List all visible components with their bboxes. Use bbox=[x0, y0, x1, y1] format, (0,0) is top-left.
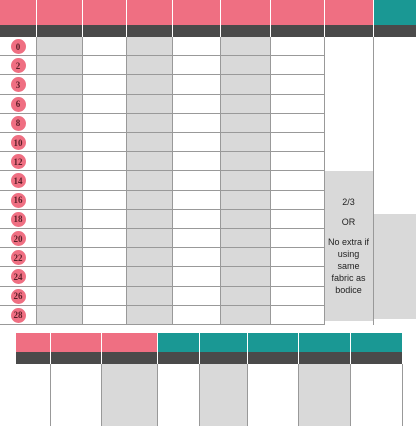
table-cell bbox=[221, 287, 270, 306]
bottom-value-cell bbox=[158, 364, 199, 426]
size-badge: 28 bbox=[11, 308, 26, 323]
table-cell bbox=[173, 229, 220, 248]
table-cell bbox=[271, 152, 324, 171]
bottom-column-header-3 bbox=[158, 333, 199, 352]
table-cell bbox=[173, 37, 220, 56]
table-cell bbox=[37, 306, 82, 325]
table-cell bbox=[173, 133, 220, 152]
table-cell bbox=[271, 267, 324, 286]
table-cell bbox=[37, 75, 82, 94]
table-cell bbox=[127, 248, 172, 267]
unit-header-1 bbox=[37, 25, 82, 37]
table-cell bbox=[83, 210, 126, 229]
table-cell bbox=[37, 37, 82, 56]
table-cell bbox=[83, 75, 126, 94]
table-cell bbox=[221, 248, 270, 267]
table-cell bbox=[173, 75, 220, 94]
table-cell bbox=[173, 287, 220, 306]
size-cell bbox=[0, 191, 36, 210]
size-badge: 24 bbox=[11, 269, 26, 284]
long-sleeve-group-small bbox=[324, 37, 373, 171]
column-header-8 bbox=[374, 0, 416, 25]
table-cell bbox=[221, 37, 270, 56]
table-cell bbox=[271, 306, 324, 325]
unit-header-2 bbox=[83, 25, 126, 37]
bottom-value-cell bbox=[351, 364, 402, 426]
size-badge: 3 bbox=[11, 77, 26, 92]
size-cell bbox=[0, 95, 36, 114]
table-cell bbox=[37, 267, 82, 286]
bottom-value-cell bbox=[248, 364, 298, 426]
unit-header-5 bbox=[221, 25, 270, 37]
size-header-blank bbox=[0, 0, 36, 25]
table-cell bbox=[221, 267, 270, 286]
table-cell bbox=[173, 114, 220, 133]
table-cell bbox=[271, 171, 324, 190]
size-badge: 6 bbox=[11, 97, 26, 112]
size-cell bbox=[0, 37, 36, 56]
table-cell bbox=[127, 229, 172, 248]
table-cell bbox=[127, 267, 172, 286]
unit-header-8 bbox=[374, 25, 416, 37]
table-cell bbox=[173, 95, 220, 114]
table-cell bbox=[173, 56, 220, 75]
table-cell bbox=[271, 56, 324, 75]
bottom-column-header-7 bbox=[351, 333, 402, 352]
table-cell bbox=[127, 95, 172, 114]
size-cell bbox=[0, 114, 36, 133]
column-header-6 bbox=[271, 0, 324, 25]
table-cell bbox=[221, 133, 270, 152]
size-cell bbox=[0, 56, 36, 75]
row-divider bbox=[0, 324, 324, 325]
table-cell bbox=[127, 210, 172, 229]
table-cell bbox=[271, 37, 324, 56]
table-cell bbox=[221, 75, 270, 94]
bottom-column-divider bbox=[101, 364, 102, 426]
size-cell bbox=[0, 75, 36, 94]
table-cell bbox=[83, 56, 126, 75]
bottom-column-header-5 bbox=[248, 333, 298, 352]
table-cell bbox=[83, 95, 126, 114]
column-divider bbox=[36, 37, 37, 325]
long-sleeve-or: OR bbox=[341, 217, 356, 228]
long-sleeve-value-b: No extra if using same fabric as bodice bbox=[327, 237, 369, 296]
bottom-column-divider bbox=[350, 364, 351, 426]
bottom-unit-header-2 bbox=[102, 352, 157, 364]
table-cell bbox=[37, 171, 82, 190]
bottom-value-cell bbox=[51, 364, 101, 426]
table-cell bbox=[221, 210, 270, 229]
table-cell bbox=[271, 133, 324, 152]
table-cell bbox=[127, 75, 172, 94]
table-cell bbox=[271, 114, 324, 133]
size-badge: 8 bbox=[11, 116, 26, 131]
table-cell bbox=[83, 171, 126, 190]
table-cell bbox=[37, 287, 82, 306]
column-header-5 bbox=[221, 0, 270, 25]
table-cell bbox=[221, 56, 270, 75]
table-cell bbox=[127, 114, 172, 133]
table-cell bbox=[37, 95, 82, 114]
table-cell bbox=[37, 248, 82, 267]
table-cell bbox=[271, 229, 324, 248]
table-cell bbox=[37, 152, 82, 171]
table-cell bbox=[173, 152, 220, 171]
table-cell bbox=[37, 191, 82, 210]
bottom-column-divider bbox=[157, 364, 158, 426]
size-badge: 18 bbox=[11, 212, 26, 227]
bottom-column-header-6 bbox=[299, 333, 350, 352]
size-cell bbox=[0, 248, 36, 267]
size-badge: 16 bbox=[11, 193, 26, 208]
size-badge: 12 bbox=[11, 154, 26, 169]
table-cell bbox=[37, 133, 82, 152]
size-column-header bbox=[0, 25, 36, 37]
bottom-value-cell bbox=[299, 364, 350, 426]
bottom-column-divider bbox=[50, 364, 51, 426]
table-cell bbox=[221, 171, 270, 190]
size-cell bbox=[0, 210, 36, 229]
table-cell bbox=[37, 114, 82, 133]
unit-header-7 bbox=[325, 25, 373, 37]
table-cell bbox=[173, 210, 220, 229]
table-cell bbox=[127, 191, 172, 210]
unit-header-3 bbox=[127, 25, 172, 37]
table-cell bbox=[83, 287, 126, 306]
column-header-7 bbox=[325, 0, 373, 25]
table-cell bbox=[83, 267, 126, 286]
table-cell bbox=[173, 248, 220, 267]
column-header-3 bbox=[127, 0, 172, 25]
bottom-unit-header-3 bbox=[158, 352, 199, 364]
unit-header-6 bbox=[271, 25, 324, 37]
table-cell bbox=[83, 306, 126, 325]
table-cell bbox=[37, 210, 82, 229]
size-cell bbox=[0, 152, 36, 171]
table-cell bbox=[271, 191, 324, 210]
size-badge: 0 bbox=[11, 39, 26, 54]
bottom-column-divider bbox=[199, 364, 200, 426]
bottom-column-header-1 bbox=[51, 333, 101, 352]
long-sleeve-value-a: 2/3 bbox=[342, 197, 355, 208]
bottom-unit-header-5 bbox=[248, 352, 298, 364]
table-cell bbox=[271, 75, 324, 94]
table-cell bbox=[127, 37, 172, 56]
table-cell bbox=[83, 248, 126, 267]
bottom-size-all bbox=[16, 364, 50, 394]
table-cell bbox=[221, 191, 270, 210]
column-header-4 bbox=[173, 0, 220, 25]
bottom-size-header-blank bbox=[16, 333, 50, 352]
size-cell bbox=[0, 306, 36, 325]
table-cell bbox=[127, 171, 172, 190]
column-header-1 bbox=[37, 0, 82, 25]
table-cell bbox=[173, 191, 220, 210]
bottom-column-header-2 bbox=[102, 333, 157, 352]
column-divider bbox=[373, 37, 374, 325]
table-cell bbox=[221, 95, 270, 114]
table-cell bbox=[271, 248, 324, 267]
unit-header-4 bbox=[173, 25, 220, 37]
table-cell bbox=[127, 56, 172, 75]
hem-band-group-large bbox=[374, 214, 416, 320]
table-cell bbox=[127, 152, 172, 171]
bottom-size-column-header bbox=[16, 352, 50, 364]
table-cell bbox=[271, 287, 324, 306]
size-badge: 2 bbox=[11, 58, 26, 73]
size-badge: 20 bbox=[11, 231, 26, 246]
bottom-unit-header-4 bbox=[200, 352, 247, 364]
size-badge: 14 bbox=[11, 173, 26, 188]
bottom-column-header-4 bbox=[200, 333, 247, 352]
hem-band-group-small bbox=[374, 37, 416, 214]
bottom-unit-header-7 bbox=[351, 352, 402, 364]
table-cell bbox=[173, 306, 220, 325]
size-badge: 26 bbox=[11, 289, 26, 304]
table-cell bbox=[83, 133, 126, 152]
bottom-column-divider bbox=[402, 364, 403, 426]
table-cell bbox=[221, 306, 270, 325]
size-cell bbox=[0, 287, 36, 306]
table-cell bbox=[37, 56, 82, 75]
table-cell bbox=[271, 210, 324, 229]
table-cell bbox=[83, 152, 126, 171]
table-cell bbox=[83, 114, 126, 133]
bottom-column-divider bbox=[298, 364, 299, 426]
table-cell bbox=[173, 267, 220, 286]
table-cell bbox=[83, 229, 126, 248]
column-header-2 bbox=[83, 0, 126, 25]
table-cell bbox=[173, 171, 220, 190]
table-cell bbox=[221, 229, 270, 248]
size-badge: 10 bbox=[11, 135, 26, 150]
table-cell bbox=[221, 152, 270, 171]
size-cell bbox=[0, 267, 36, 286]
bottom-value-cell bbox=[200, 364, 247, 426]
table-cell bbox=[127, 133, 172, 152]
column-divider bbox=[220, 37, 221, 325]
table-cell bbox=[83, 37, 126, 56]
long-sleeve-group-large bbox=[324, 171, 373, 321]
table-cell bbox=[127, 287, 172, 306]
table-cell bbox=[83, 191, 126, 210]
table-cell bbox=[127, 306, 172, 325]
bottom-column-divider bbox=[247, 364, 248, 426]
column-divider bbox=[126, 37, 127, 325]
column-divider bbox=[172, 37, 173, 325]
size-badge: 22 bbox=[11, 250, 26, 265]
bottom-value-cell bbox=[102, 364, 157, 426]
column-divider bbox=[324, 37, 325, 325]
table-cell bbox=[221, 114, 270, 133]
table-cell bbox=[37, 229, 82, 248]
column-divider bbox=[82, 37, 83, 325]
bottom-unit-header-1 bbox=[51, 352, 101, 364]
size-cell bbox=[0, 133, 36, 152]
size-cell bbox=[0, 229, 36, 248]
table-cell bbox=[271, 95, 324, 114]
bottom-unit-header-6 bbox=[299, 352, 350, 364]
column-divider bbox=[270, 37, 271, 325]
size-cell bbox=[0, 171, 36, 190]
